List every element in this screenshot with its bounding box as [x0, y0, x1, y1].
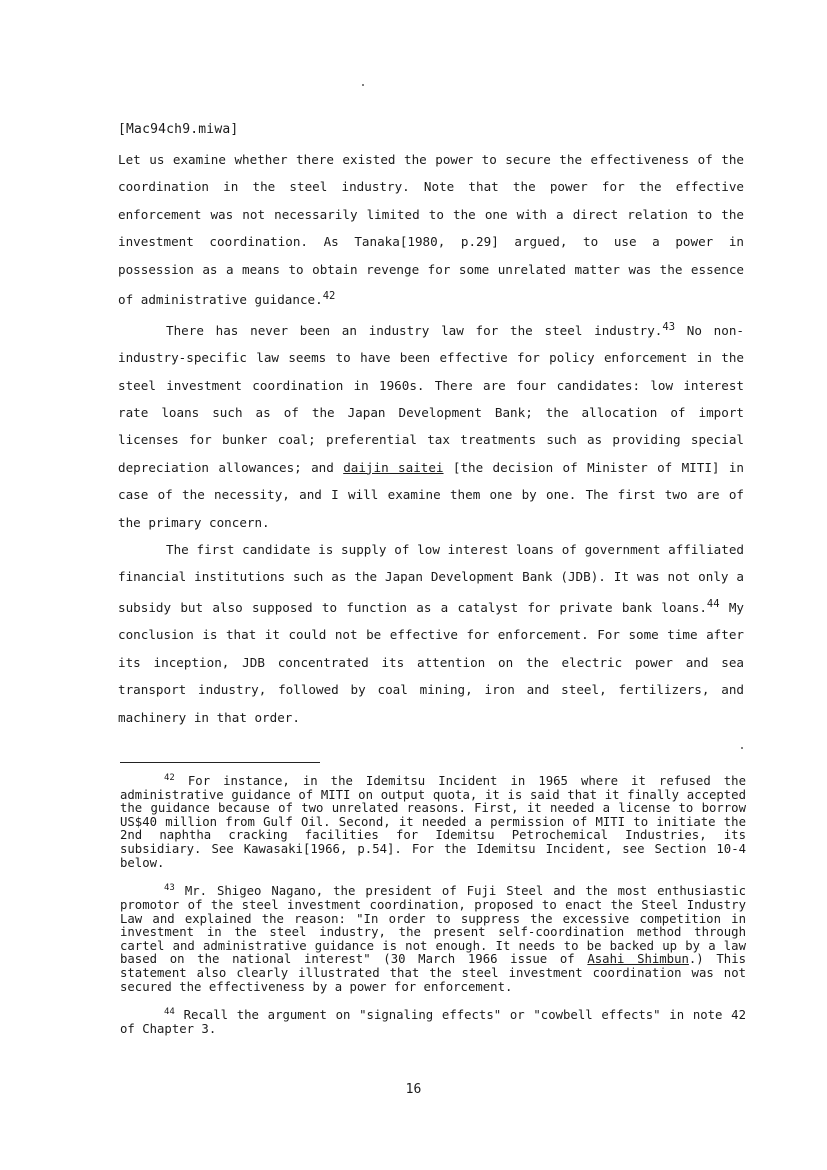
paragraph-2: [118, 314, 744, 536]
footnote-separator: [120, 762, 320, 763]
paragraph-3: [118, 536, 744, 731]
footnote-text: Mr. Shigeo Nagano, the president of Fuji Steel and the most enthusiastic promotor of the steel investment coordination, proposed to enact the Steel Industry Law and explained the reason: "In order to suppress the excessive competition in investment in the steel industry, the present self-coordination method through cartel and administrative guidance is not enough. It needs to be backed up by a law based on the national interest" (30 March 1966 issue of: [120, 884, 746, 967]
footnote-mark: 44: [164, 1007, 175, 1018]
body-text: [118, 146, 744, 731]
term-daijin-saitei: daijin saitei: [343, 459, 444, 475]
paragraph-3-text-b: My conclusion is that it could not be effective for enforcement. For some time after its inception, JDB concentrated its attention on the electric power and sea transport industry, followed by coal mining, iron and steel, fertilizers, and machinery in that order.: [118, 600, 744, 725]
paragraph-2-text-a: There has never been an industry law for the steel industry.: [166, 322, 663, 338]
footnote-42: [120, 772, 746, 870]
footnote-44: [120, 1006, 746, 1036]
footnote-text: Recall the argument on "signaling effects" or "cowbell effects" in note 42 of Chapter 3.: [120, 1008, 746, 1036]
scan-speck: [362, 84, 364, 86]
footnote-text: For instance, in the Idemitsu Incident in 1965 where it refused the administrative guidance of MITI on output quota, it is said that it finally accepted the guidance because of two unrelated reasons. First, it needed a license to borrow US$40 million from Gulf Oil. Second, it needed a permission of MITI to initiate the 2nd naphtha cracking facilities for Idemitsu Petrochemical Industries, its subsidiary. See Kawasaki[1966, p.54]. For the Idemitsu Incident, see Section 10-4 below.: [120, 774, 746, 870]
footnote-ref-44[interactable]: 44: [706, 597, 720, 610]
footnote-43: [120, 882, 746, 994]
paragraph-3-text-a: The first candidate is supply of low interest loans of government affiliated financial institutions such as the Japan Development Bank (JDB). It was not only a subsidy but also supposed to function as a catalyst for private bank loans.: [118, 542, 744, 616]
footnote-ref-43[interactable]: 43: [662, 320, 676, 333]
footnote-text-end: .) This statement also clearly illustrated that the steel investment coordination was not secured the effectiveness by a power for enforcement.: [120, 952, 747, 994]
page-number: 16: [405, 1082, 422, 1097]
file-identifier: [Mac94ch9.miwa]: [118, 122, 239, 137]
footnotes: [120, 772, 746, 1048]
publication-title: Asahi Shimbun: [587, 952, 689, 967]
footnote-mark: 43: [164, 883, 175, 894]
paragraph-2-text-b: No non-industry-specific law seems to have been effective for policy enforcement in the steel investment coordination in 1960s. There are four candidates: low interest rate loans such as of the Japan Development Bank; the allocation of import licenses for bunker coal; preferential tax treatments such as providing special depreciation allowances; and: [118, 322, 744, 475]
footnote-mark: 42: [164, 773, 175, 783]
scan-speck: [741, 747, 743, 749]
paragraph-1: [118, 146, 744, 314]
paragraph-1-text: Let us examine whether there existed the power to secure the effectiveness of the coordination in the steel industry. Note that the power for the effective enforcement was not necessarily limited to the one with a direct relation to the investment coordination. As Tanaka[1980, p.29] argued, to use a power in possession as a means to obtain revenge for some unrelated matter was the essence of administrative guidance.: [118, 152, 744, 308]
paragraph-2-text-c: [the decision of Minister of MITI] in case of the necessity, and I will examine them one by one. The first two are of the primary concern.: [118, 459, 744, 530]
footnote-ref-42[interactable]: 42: [322, 290, 336, 303]
